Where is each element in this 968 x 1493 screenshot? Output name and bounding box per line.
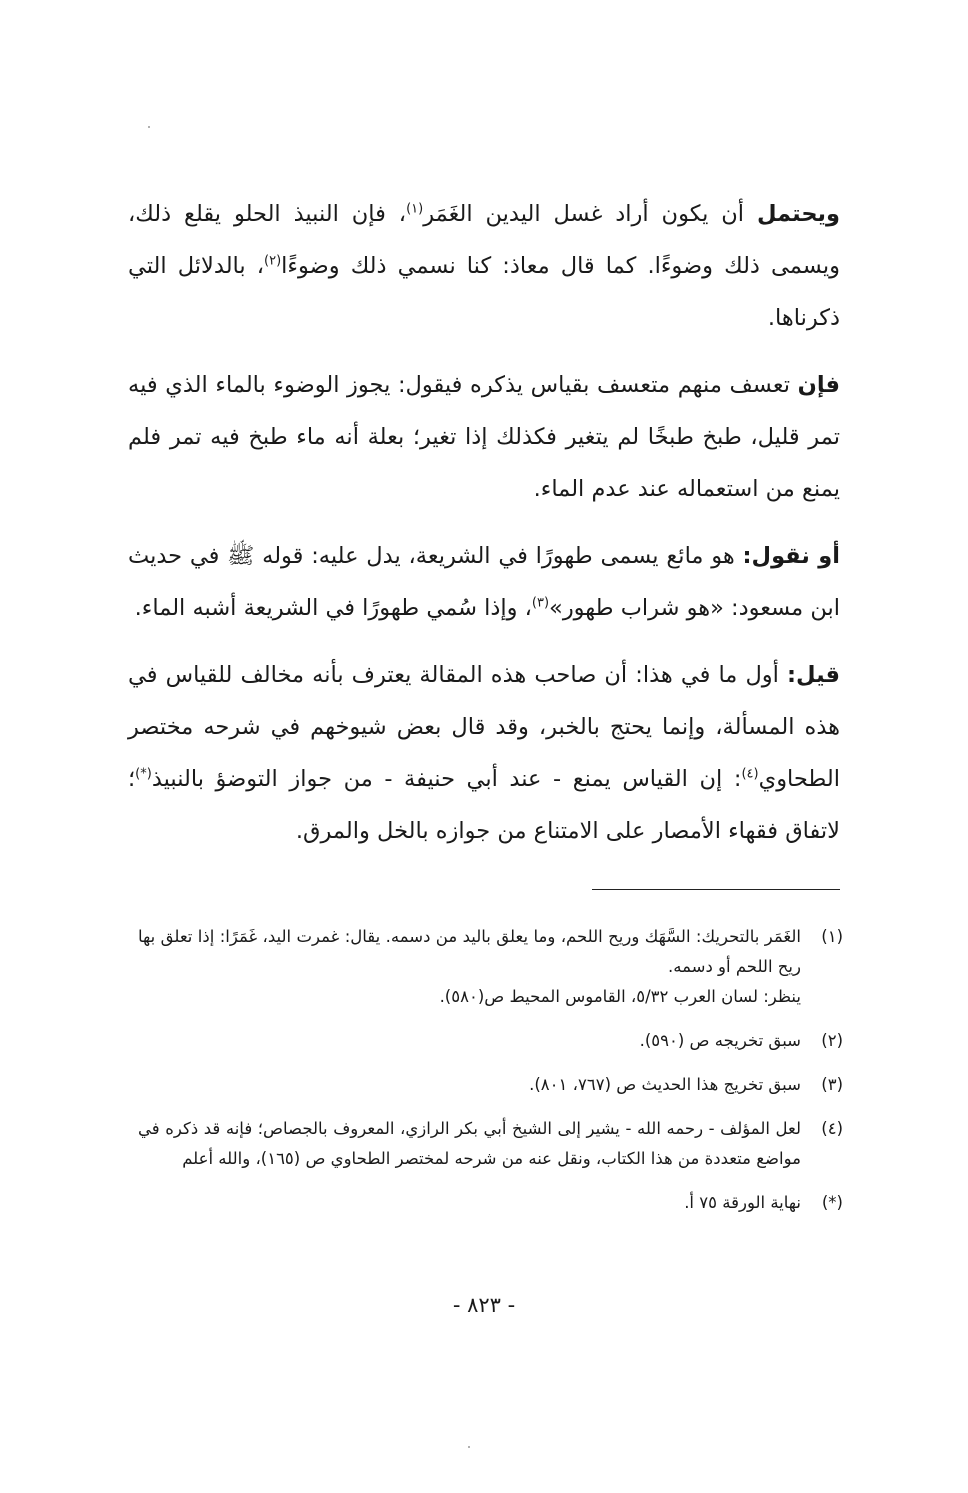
paragraph-text: هو مائع يسمى طهورًا في الشريعة، يدل عليه: قوله ﷺ في حديث ابن مسعود: «هو شراب طهور» (128, 543, 840, 621)
footnote-ref[interactable]: (١) (406, 201, 424, 217)
footnote-2 (138, 1026, 843, 1056)
paragraph-2 (128, 359, 840, 515)
paragraph-text-end: ؛ لاتفاق فقهاء الأمصار على الامتناع من جوازه بالخل والمرق. (128, 766, 840, 844)
main-text (128, 188, 840, 872)
paragraph-text: أن يكون أراد غسل اليدين الغَمَر (423, 201, 757, 227)
paragraph-lead: أو نقول: (742, 543, 840, 569)
footnote-body (138, 1114, 801, 1174)
paragraph-text-end: ، بالدلائل التي ذكرناها. (128, 253, 840, 331)
footnote-number: (٢) (821, 1031, 843, 1050)
footnote-line: الغَمَر بالتحريك: السَّهَك وريح اللحم، وما يعلق باليد من دسمه. يقال: غمرت اليد، غَمَرًا: إذا تعلق بها ريح اللحم أو دسمه. (138, 927, 801, 976)
scan-speck (468, 1446, 470, 1448)
footnote-ref[interactable]: (٤) (741, 766, 759, 782)
footnote-1 (138, 922, 843, 1012)
footnote-ref[interactable]: (٣) (531, 595, 550, 611)
paragraph-text: تعسف منهم متعسف بقياس يذكره فيقول: يجوز الوضوء بالماء الذي فيه تمر قليل، طبخ طبخًا لم يتغير فكذلك إذا تغير؛ بعلة أنه ماء طبخ فيه تمر فلم يمنع من استعماله عند عدم الماء. (128, 372, 840, 502)
paragraph-lead: فإن (797, 372, 840, 398)
paragraph-text-continued: : إن القياس يمنع - عند أبي حنيفة - من جواز التوضؤ بالنبيذ (151, 766, 742, 792)
footnote-number: (٣) (821, 1075, 843, 1094)
footnotes (138, 922, 843, 1232)
footnote-number: (١) (821, 927, 843, 946)
footnote-line: نهاية الورقة ٧٥ أ. (684, 1193, 801, 1212)
paragraph-lead: قيل: (787, 662, 840, 688)
footnote-ref[interactable]: (*) (135, 766, 152, 782)
paragraph-3 (128, 530, 840, 634)
footnote-3 (138, 1070, 843, 1100)
footnote-number: (٤) (821, 1119, 843, 1138)
paragraph-1 (128, 188, 840, 344)
footnote-number: (*) (821, 1193, 843, 1212)
paragraph-lead: ويحتمل (756, 201, 840, 227)
paragraph-text-continued: ، وإذا سُمي طهورًا في الشريعة أشبه الماء. (134, 595, 532, 621)
footnote-body (138, 1070, 801, 1100)
page-number: - ٨٢٣ - (452, 1293, 516, 1317)
footnote-body (138, 922, 801, 1012)
footnote-ref[interactable]: (٢) (264, 253, 282, 269)
footnote-separator (592, 889, 840, 890)
footnote-line: سبق تخريجه ص (٥٩٠). (639, 1031, 801, 1050)
paragraph-text: أول ما في هذا: أن صاحب هذه المقالة يعترف بأنه مخالف للقياس في هذه المسألة، وإنما يحتج بالخبر، وقد قال بعض شيوخهم في شرحه مختصر الطحاوي (128, 662, 840, 792)
footnote-body (138, 1188, 801, 1218)
footnote-line: سبق تخريج هذا الحديث ص (٧٦٧، ٨٠١). (529, 1075, 801, 1094)
footnote-4 (138, 1114, 843, 1174)
scan-speck (148, 126, 150, 128)
paragraph-text-continued: ، فإن النبيذ الحلو يقلع ذلك، ويسمى ذلك وضوءًا. كما قال معاذ: كنا نسمي ذلك وضوءًا (128, 201, 841, 279)
footnote-line: لعل المؤلف - رحمه الله - يشير إلى الشيخ أبي بكر الرازي، المعروف بالجصاص؛ فإنه قد ذكره في مواضع متعددة من هذا الكتاب، ونقل عنه من شرحه لمختصر الطحاوي ص (١٦٥)، والله أعلم (138, 1119, 801, 1168)
paragraph-4 (128, 649, 840, 857)
footnote-body (138, 1026, 801, 1056)
footnote-folio (138, 1188, 843, 1218)
footnote-line: ينظر: لسان العرب ٥/٣٢، القاموس المحيط ص(٥٨٠). (439, 987, 801, 1006)
